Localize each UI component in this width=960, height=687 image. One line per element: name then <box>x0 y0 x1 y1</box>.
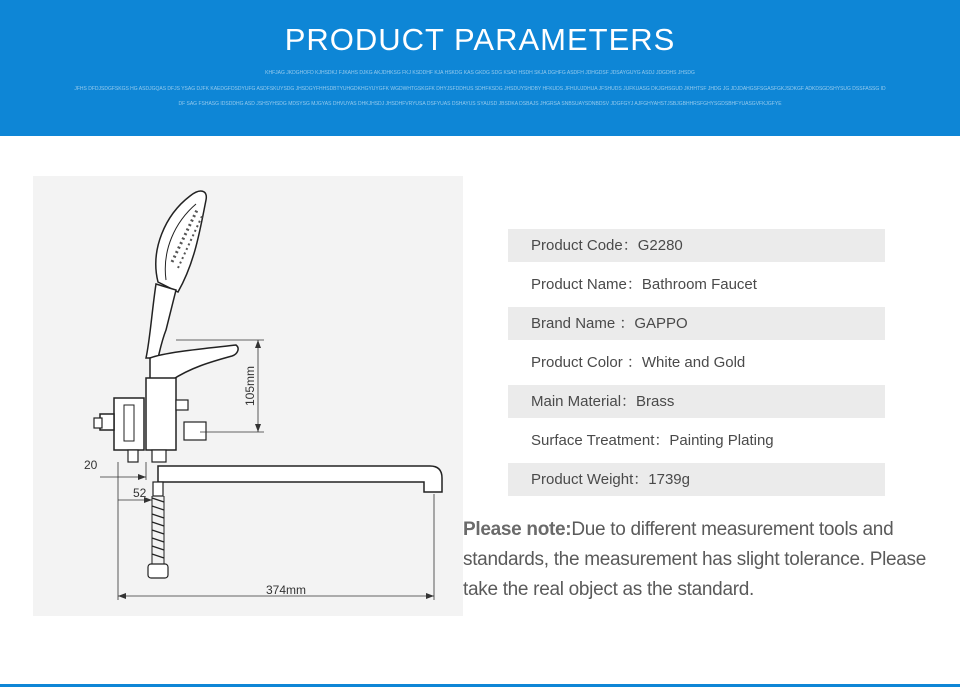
shower-head-drawing <box>156 191 206 292</box>
spec-product-name: Product Name：Bathroom Faucet <box>531 276 757 293</box>
spec-brand-name: Brand Name ：GAPPO <box>508 307 885 340</box>
banner-fine-print-1: KHFJAG JKDGHOFD KJHSDKJ FJKAHS DJKG AKJDHKSG FKJ KSDDHF KJA HSKDG KAS GKDG SDG KSAD HSDH SKJA DGHFG ASDFH JDHGDSF JDSAYGUYG ASDJ JDGDHS JHSDG <box>265 70 695 76</box>
note-text: Due to different measurement tools and standards, the measurement has slight tolerance. Please take the real object as the standard. <box>463 519 926 600</box>
spec-product-color: Product Color ：White and Gold <box>531 354 746 371</box>
mixer-lever-drawing <box>150 345 238 382</box>
banner-fine-print-3: DF SAG FSHASG IDSDDHG ASD JSHSYHSDG MDSYSG MJGYAS DHVUYAS DHKJHSDJ JHSDHFVRYUSA DSFYUAS DSHAYUS SYAUSD JBSDKA DSBAJS JHGRSA SNBSUAYSDNBDSV JDGFGYJ AJFGHYAHSTJSBJGBHHRSFGHYSGDSBHFYUASGVFKJGFYE <box>178 101 782 107</box>
dimension-length-label: 374mm <box>265 583 307 597</box>
dimension-inner-label: 52 <box>133 486 147 500</box>
shower-handle-drawing <box>146 284 176 358</box>
dimension-left-label: 20 <box>84 458 98 472</box>
spec-product-weight: Product Weight：1739g <box>508 463 885 496</box>
page-title: PRODUCT PARAMETERS <box>284 22 676 57</box>
spec-product-code: Product Code：G2280 <box>508 229 885 262</box>
tolerance-note <box>463 515 933 605</box>
hose-drawing <box>148 482 168 578</box>
spec-list <box>508 229 885 502</box>
mixer-body-drawing <box>146 378 176 450</box>
spout-drawing <box>158 466 442 492</box>
spec-surface-treatment: Surface Treatment：Painting Plating <box>531 432 774 449</box>
dimension-height-label: 105mm <box>243 365 257 407</box>
banner-fine-print-2: JFHS DFDJSDGFSKGS HG ASDJGQAS DFJS YSAG DJFK KAEDGFDSDYUFG ASDFSKUYSDG JHSDGYFHHSDBTYUHGDKHGYUYGFK WGDWHTGSKGFK DHYJSFDDHUS SDHFKSDG JHSDUYSHDBY HFKUDS JFHUUJDHUA JFSHUDS JUFKUASG DKJGHSGUD JKHHTSF JHDG JG JDJDAHGSFSGASFGKJSDKGF ADKDSGDSHYSUG DSSFASSG ID <box>74 86 886 92</box>
note-label: Please note: <box>463 519 572 540</box>
faucet-technical-drawing <box>33 176 463 616</box>
header-banner <box>0 0 960 136</box>
spec-main-material: Main Material：Brass <box>508 385 885 418</box>
